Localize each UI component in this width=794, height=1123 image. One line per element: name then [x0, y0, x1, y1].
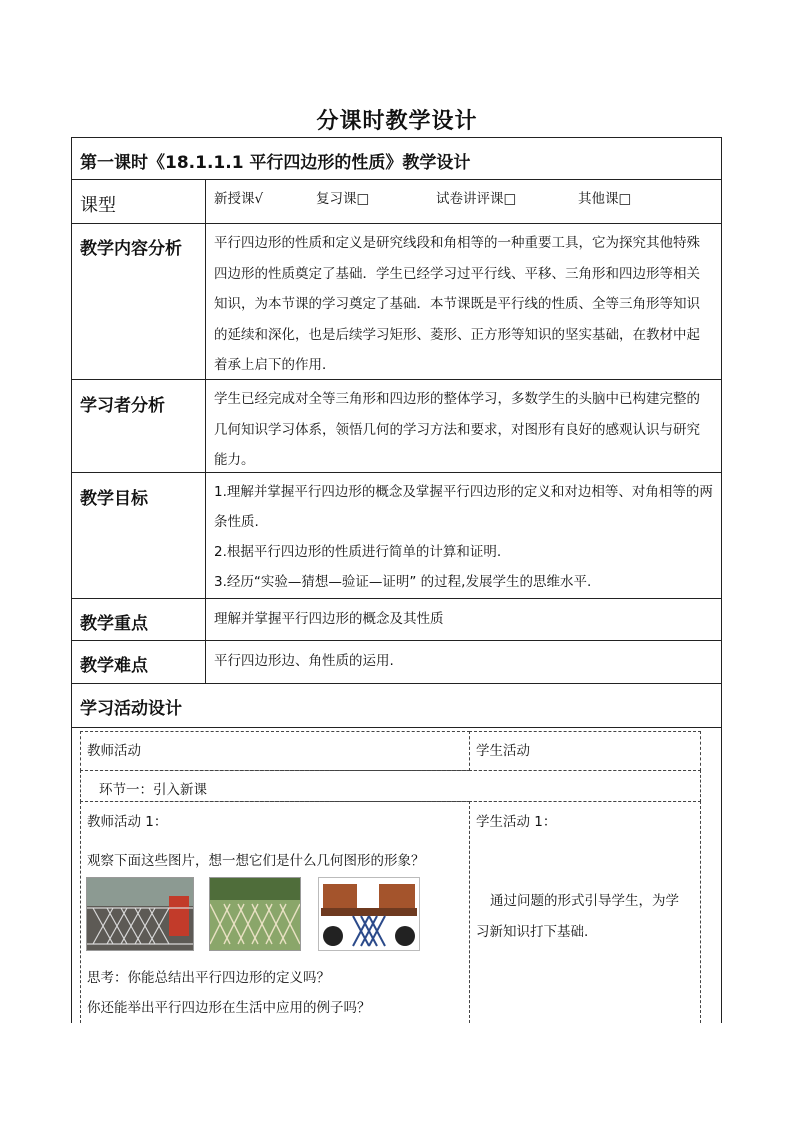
fence-photo	[209, 877, 301, 951]
activity-design-label: 学习活动设计	[80, 699, 182, 719]
gate-photo	[86, 877, 194, 951]
bamboo-fence-picture	[210, 878, 300, 950]
learner-analysis-text: 学生已经完成对全等三角形和四边形的整体学习，多数学生的头脑中已构建完整的几何知识学习体系，领悟几何的学习方法和要求，对图形有良好的感观认识与研究能力。	[214, 391, 700, 468]
objectives-row	[71, 473, 722, 599]
lesson-title: 第一课时《18.1.1.1 平行四边形的性质》教学设计	[80, 153, 471, 173]
stage-row	[80, 770, 701, 802]
activity-design-row	[71, 684, 722, 728]
course-type-row	[71, 180, 722, 224]
document-title: 分课时教学设计	[316, 109, 478, 134]
content-analysis-text: 平行四边形的性质和定义是研究线段和角相等的一种重要工具，它为探究其他特殊四边形的性质奠定了基础．学生已经学习过平行线、平移、三角形和四边形等相关知识，为本节课的学习奠定了基础．本节课既是平行线的性质、全等三角形等知识的延续和深化，也是后续学习矩形、菱形、正方形等知识的坚实基础，在教材中起着承上启下的作用．	[214, 235, 700, 373]
student-activity-text-1: 通过问题的形式引导学生，为学	[490, 893, 679, 909]
think-question-2: 你还能举出平行四边形在生活中应用的例子吗？	[87, 1000, 371, 1016]
objectives-list	[206, 473, 721, 597]
difficulties-text: 平行四边形边、角性质的运用.	[214, 653, 394, 669]
course-type-option-other: 其他课□	[578, 191, 632, 207]
teacher-activity-header: 教师活动	[87, 743, 141, 759]
student-activity-header: 学生活动	[476, 743, 530, 759]
key-points-cell	[205, 599, 721, 640]
folding-gate-picture	[87, 878, 193, 950]
teacher-question: 观察下面这些图片，想一想它们是什么几何图形的形象？	[87, 853, 425, 869]
course-type-option-new: 新授课√	[214, 191, 264, 207]
difficulties-row	[71, 641, 722, 684]
course-type-cell	[205, 180, 721, 223]
objectives-label: 教学目标	[80, 489, 148, 509]
course-type-option-exam: 试卷讲评课□	[436, 191, 517, 207]
teacher-activity-title: 教师活动 1：	[87, 814, 168, 830]
key-points-row	[71, 599, 722, 641]
difficulties-label: 教学难点	[80, 656, 148, 676]
content-analysis-cell	[205, 224, 721, 379]
key-points-text: 理解并掌握平行四边形的概念及其性质	[214, 611, 444, 627]
truck-photo	[318, 877, 420, 951]
student-activity-title: 学生活动 1：	[476, 814, 557, 830]
learner-analysis-row	[71, 380, 722, 473]
lesson-title-row	[71, 137, 722, 180]
course-type-option-review: 复习课□	[316, 191, 370, 207]
learner-analysis-label: 学习者分析	[80, 396, 165, 416]
activity-header-teacher	[80, 731, 470, 771]
student-activity-cell	[469, 801, 701, 1023]
content-analysis-label: 教学内容分析	[80, 239, 182, 259]
objective-item: 3.经历“实验—猜想—验证—证明” 的过程,发展学生的思维水平.	[214, 574, 592, 590]
objectives-cell	[205, 473, 721, 598]
learner-analysis-cell	[205, 380, 721, 472]
content-analysis-row	[71, 224, 722, 380]
objective-item: 1.理解并掌握平行四边形的概念及掌握平行四边形的定义和对边相等、对角相等的两条性质.	[214, 484, 713, 530]
student-activity-text-2: 习新知识打下基础.	[476, 924, 589, 940]
activity-header-student	[469, 731, 701, 771]
course-type-label: 课型	[80, 195, 116, 216]
difficulties-cell	[205, 641, 721, 683]
key-points-label: 教学重点	[80, 614, 148, 634]
objective-item: 2.根据平行四边形的性质进行简单的计算和证明.	[214, 544, 502, 560]
stage-title: 环节一：引入新课	[99, 782, 207, 798]
scissor-lift-picture	[319, 878, 419, 950]
think-question-1: 思考：你能总结出平行四边形的定义吗？	[87, 970, 330, 986]
